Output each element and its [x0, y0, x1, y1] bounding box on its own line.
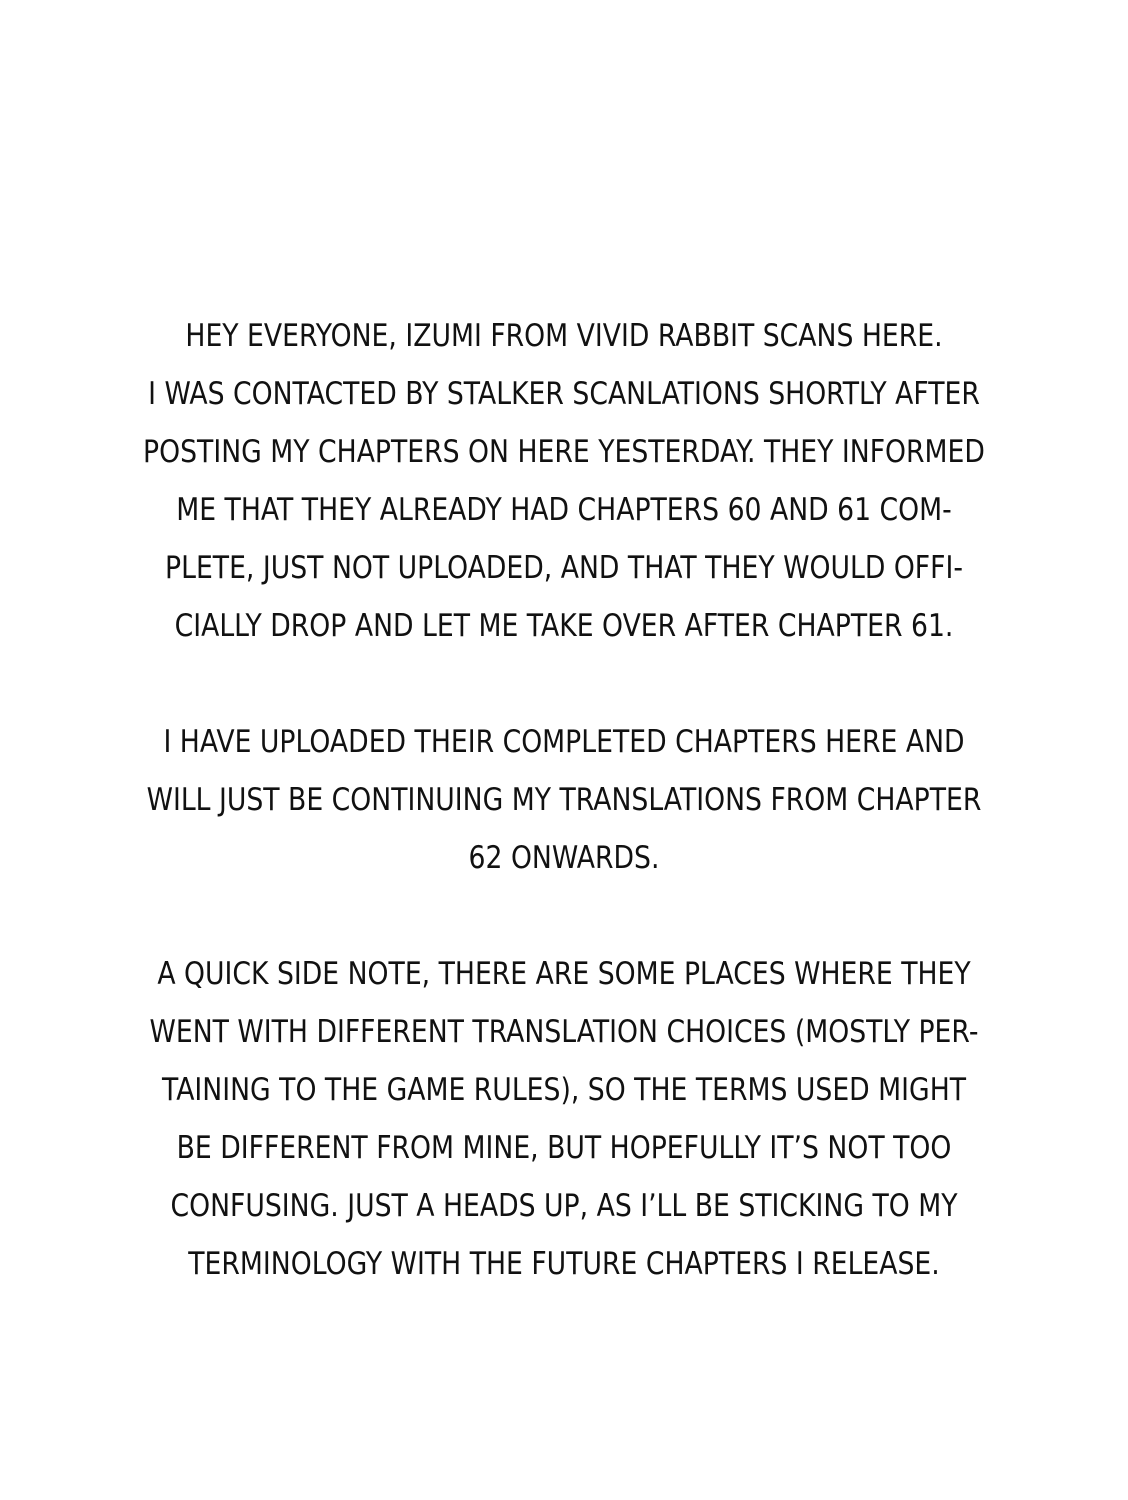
note-line: TERMINOLOGY WITH THE FUTURE CHAPTERS I RELEASE. [188, 1246, 940, 1282]
note-line: ME THAT THEY ALREADY HAD CHAPTERS 60 AND 61 COM- [176, 492, 952, 528]
note-line: HEY EVERYONE, IZUMI FROM VIVID RABBIT SCANS HERE. [185, 318, 943, 354]
note-line: A QUICK SIDE NOTE, THERE ARE SOME PLACES WHERE THEY [157, 956, 971, 992]
note-line: I HAVE UPLOADED THEIR COMPLETED CHAPTERS HERE AND [163, 724, 965, 760]
translator-note [113, 307, 1014, 1293]
note-line: PLETE, JUST NOT UPLOADED, AND THAT THEY WOULD OFFI- [165, 550, 963, 586]
note-line: TAINING TO THE GAME RULES), SO THE TERMS USED MIGHT [161, 1072, 967, 1108]
note-line: WILL JUST BE CONTINUING MY TRANSLATIONS FROM CHAPTER [146, 782, 982, 818]
note-line: WENT WITH DIFFERENT TRANSLATION CHOICES (MOSTLY PER- [149, 1014, 979, 1050]
note-line: BE DIFFERENT FROM MINE, BUT HOPEFULLY IT’S NOT TOO [176, 1130, 952, 1166]
note-line: CONFUSING. JUST A HEADS UP, AS I’LL BE STICKING TO MY [170, 1188, 958, 1224]
note-paragraph-takeover [113, 307, 1014, 655]
note-line: 62 ONWARDS. [468, 840, 660, 876]
note-line: CIALLY DROP AND LET ME TAKE OVER AFTER CHAPTER 61. [174, 608, 954, 644]
note-line: POSTING MY CHAPTERS ON HERE YESTERDAY. THEY INFORMED [143, 434, 985, 470]
note-paragraph-side-note [113, 945, 1014, 1293]
note-line: I WAS CONTACTED BY STALKER SCANLATIONS SHORTLY AFTER [148, 376, 980, 412]
note-paragraph-uploads [113, 713, 1014, 887]
